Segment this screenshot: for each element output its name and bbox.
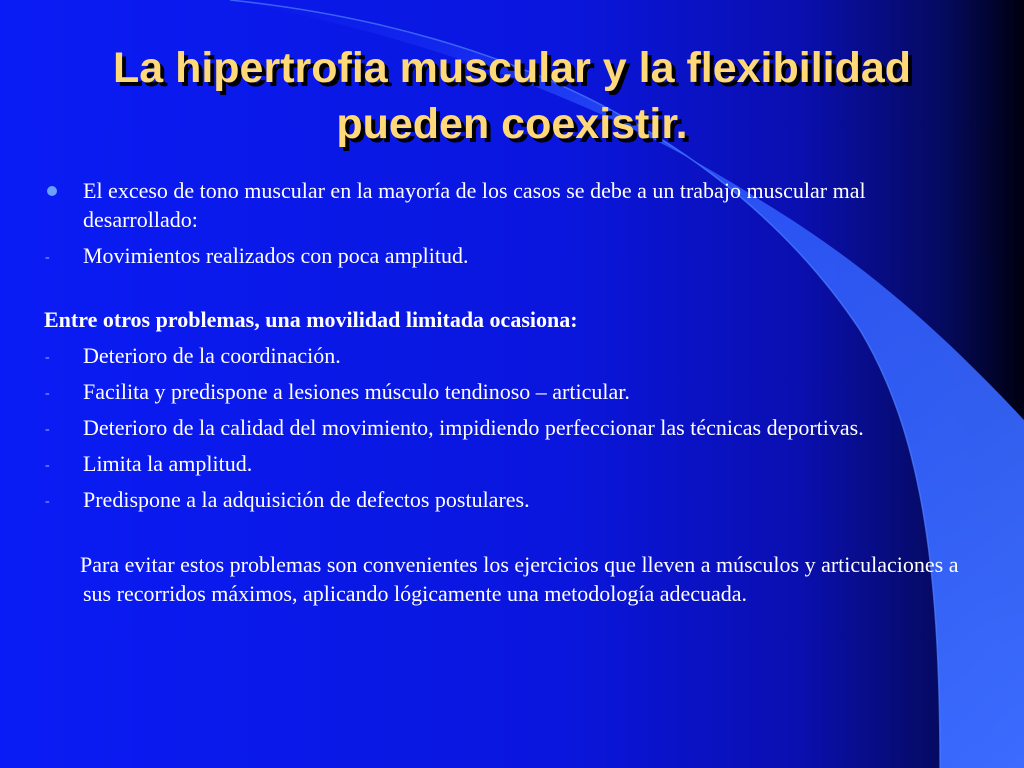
problem-item bbox=[44, 413, 964, 442]
dash-marker: - bbox=[45, 422, 50, 437]
problem-text: Predispone a la adquisición de defectos postulares. bbox=[83, 487, 530, 512]
dash-marker: - bbox=[45, 350, 50, 365]
dash-marker: - bbox=[45, 458, 50, 473]
dash-marker: - bbox=[45, 494, 50, 509]
problem-item bbox=[44, 485, 964, 514]
problem-item bbox=[44, 377, 964, 406]
problem-text: Deterioro de la coordinación. bbox=[83, 343, 341, 368]
dash-marker: - bbox=[45, 386, 50, 401]
problem-text: Facilita y predispone a lesiones músculo tendinoso – articular. bbox=[83, 379, 630, 404]
intro-bullet bbox=[44, 176, 964, 234]
slide-body bbox=[44, 176, 964, 608]
closing-paragraph: Para evitar estos problemas son convenientes los ejercicios que lleven a músculos y articulaciones a sus recorridos máximos, aplicando lógicamente una metodología adecuada. bbox=[80, 552, 959, 606]
problem-item bbox=[44, 449, 964, 478]
problem-text: Limita la amplitud. bbox=[83, 451, 253, 476]
intro-bullet-text: El exceso de tono muscular en la mayoría de los casos se debe a un trabajo muscular mal desarrollado: bbox=[83, 178, 866, 232]
intro-sub-item bbox=[44, 241, 964, 270]
problems-heading: Entre otros problemas, una movilidad limitada ocasiona: bbox=[44, 307, 578, 332]
problem-item bbox=[44, 341, 964, 370]
title-line-2: pueden coexistir. bbox=[336, 100, 688, 148]
title-line-1: La hipertrofia muscular y la flexibilidad bbox=[112, 44, 912, 92]
slide-title bbox=[0, 40, 1024, 152]
bullet-dot-icon bbox=[47, 186, 57, 196]
dash-marker: - bbox=[45, 250, 50, 265]
intro-sub-text: Movimientos realizados con poca amplitud. bbox=[83, 243, 469, 268]
problem-text: Deterioro de la calidad del movimiento, impidiendo perfeccionar las técnicas deportivas. bbox=[83, 415, 864, 440]
